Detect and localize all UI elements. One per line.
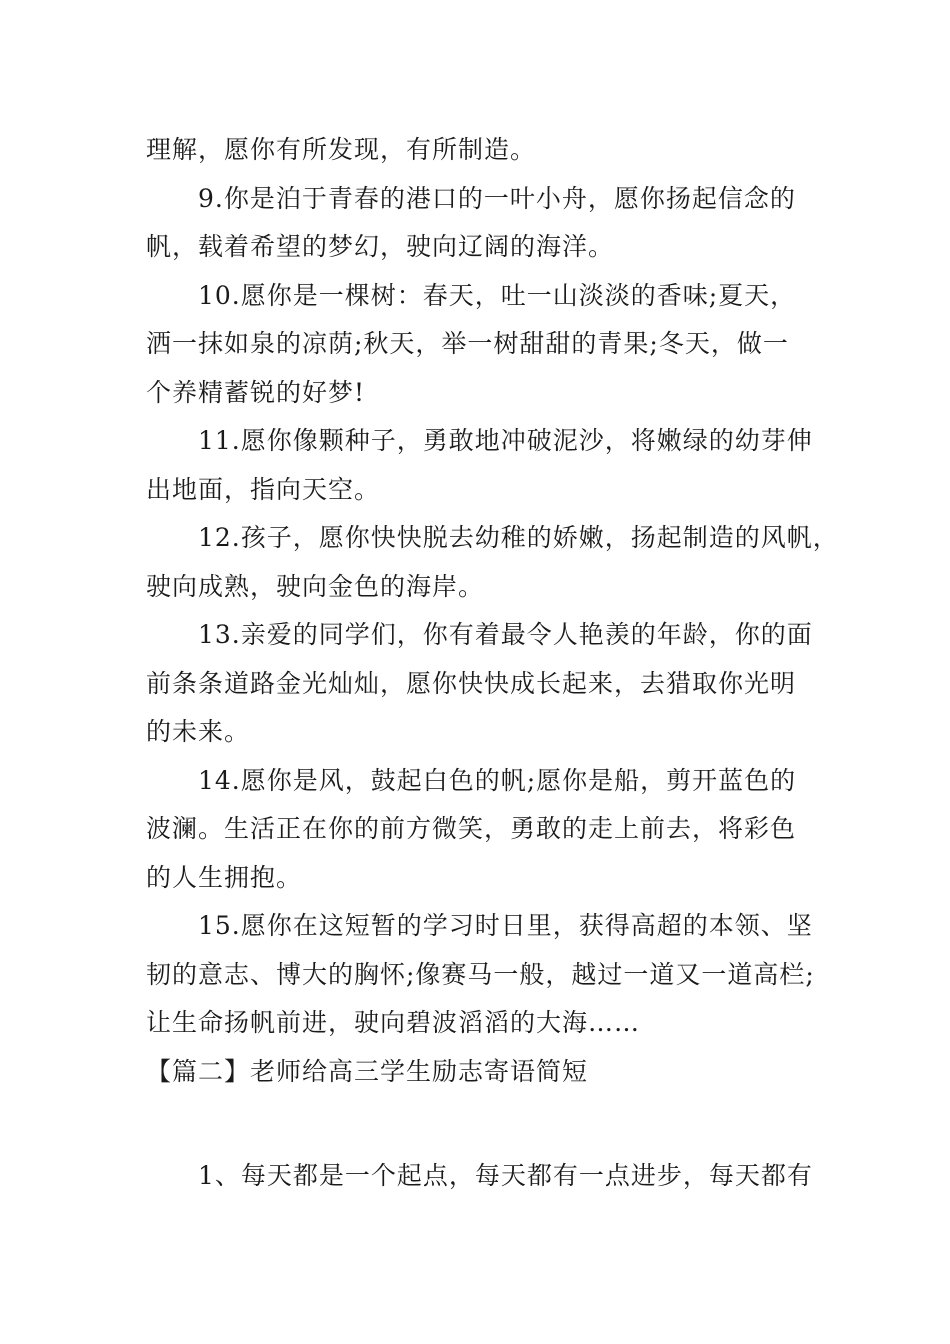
text-line: 11.愿你像颗种子，勇敢地冲破泥沙，将嫩绿的幼芽伸 [198, 426, 813, 455]
paragraph-item-14 [146, 757, 818, 903]
text-line: 波澜。生活正在你的前方微笑，勇敢的走上前去，将彩色 [146, 814, 797, 843]
paragraph-section2-item-1 [146, 1152, 818, 1201]
paragraph-item-15 [146, 902, 818, 1048]
text-line: 14.愿你是风，鼓起白色的帆;愿你是船，剪开蓝色的 [198, 765, 797, 795]
paragraph-item-13 [146, 611, 818, 757]
text-line: 驶向成熟，驶向金色的海岸。 [146, 571, 485, 601]
text-line: 15.愿你在这短暂的学习时日里，获得高超的本领、坚 [198, 911, 813, 940]
text-line: 洒一抹如泉的凉荫;秋天，举一树甜甜的青果;冬天，做一 [146, 329, 789, 358]
document-body [146, 126, 839, 1201]
text-line: 10.愿你是一棵树：春天，吐一山淡淡的香味;夏天， [198, 280, 797, 310]
text-line: 韧的意志、博大的胸怀;像赛马一般，越过一道又一道高栏; [146, 959, 815, 989]
text-line: 的未来。 [146, 717, 251, 746]
text-line: 1、每天都是一个起点，每天都有一点进步，每天都有 [198, 1161, 813, 1190]
text-line: 13.亲爱的同学们，你有着最令人艳羡的年龄，你的面 [198, 620, 813, 649]
text-line: 让生命扬帆前进，驶向碧波滔滔的大海…… [146, 1008, 641, 1037]
paragraph-item-10 [146, 272, 818, 418]
section-spacer [146, 1096, 818, 1152]
text-line: 9.你是泊于青春的港口的一叶小舟，愿你扬起信念的 [198, 183, 796, 213]
text-line: 的人生拥抱。 [146, 862, 303, 892]
section-heading: 【篇二】老师给高三学生励志寄语简短 [146, 1056, 589, 1086]
paragraph-item-12 [146, 514, 839, 611]
text-line: 理解，愿你有所发现，有所制造。 [146, 135, 537, 164]
paragraph-intro [146, 126, 818, 175]
text-line: 出地面，指向天空。 [146, 474, 381, 504]
text-line: 帆，载着希望的梦幻，驶向辽阔的海洋。 [146, 232, 615, 261]
text-line: 12.孩子，愿你快快脱去幼稚的娇嫩，扬起制造的风帆， [198, 523, 839, 552]
text-line: 前条条道路金光灿灿，愿你快快成长起来，去猎取你光明 [146, 668, 797, 698]
paragraph-item-9 [146, 175, 818, 272]
paragraph-item-11 [146, 417, 818, 514]
text-line: 个养精蓄锐的好梦! [146, 377, 366, 407]
